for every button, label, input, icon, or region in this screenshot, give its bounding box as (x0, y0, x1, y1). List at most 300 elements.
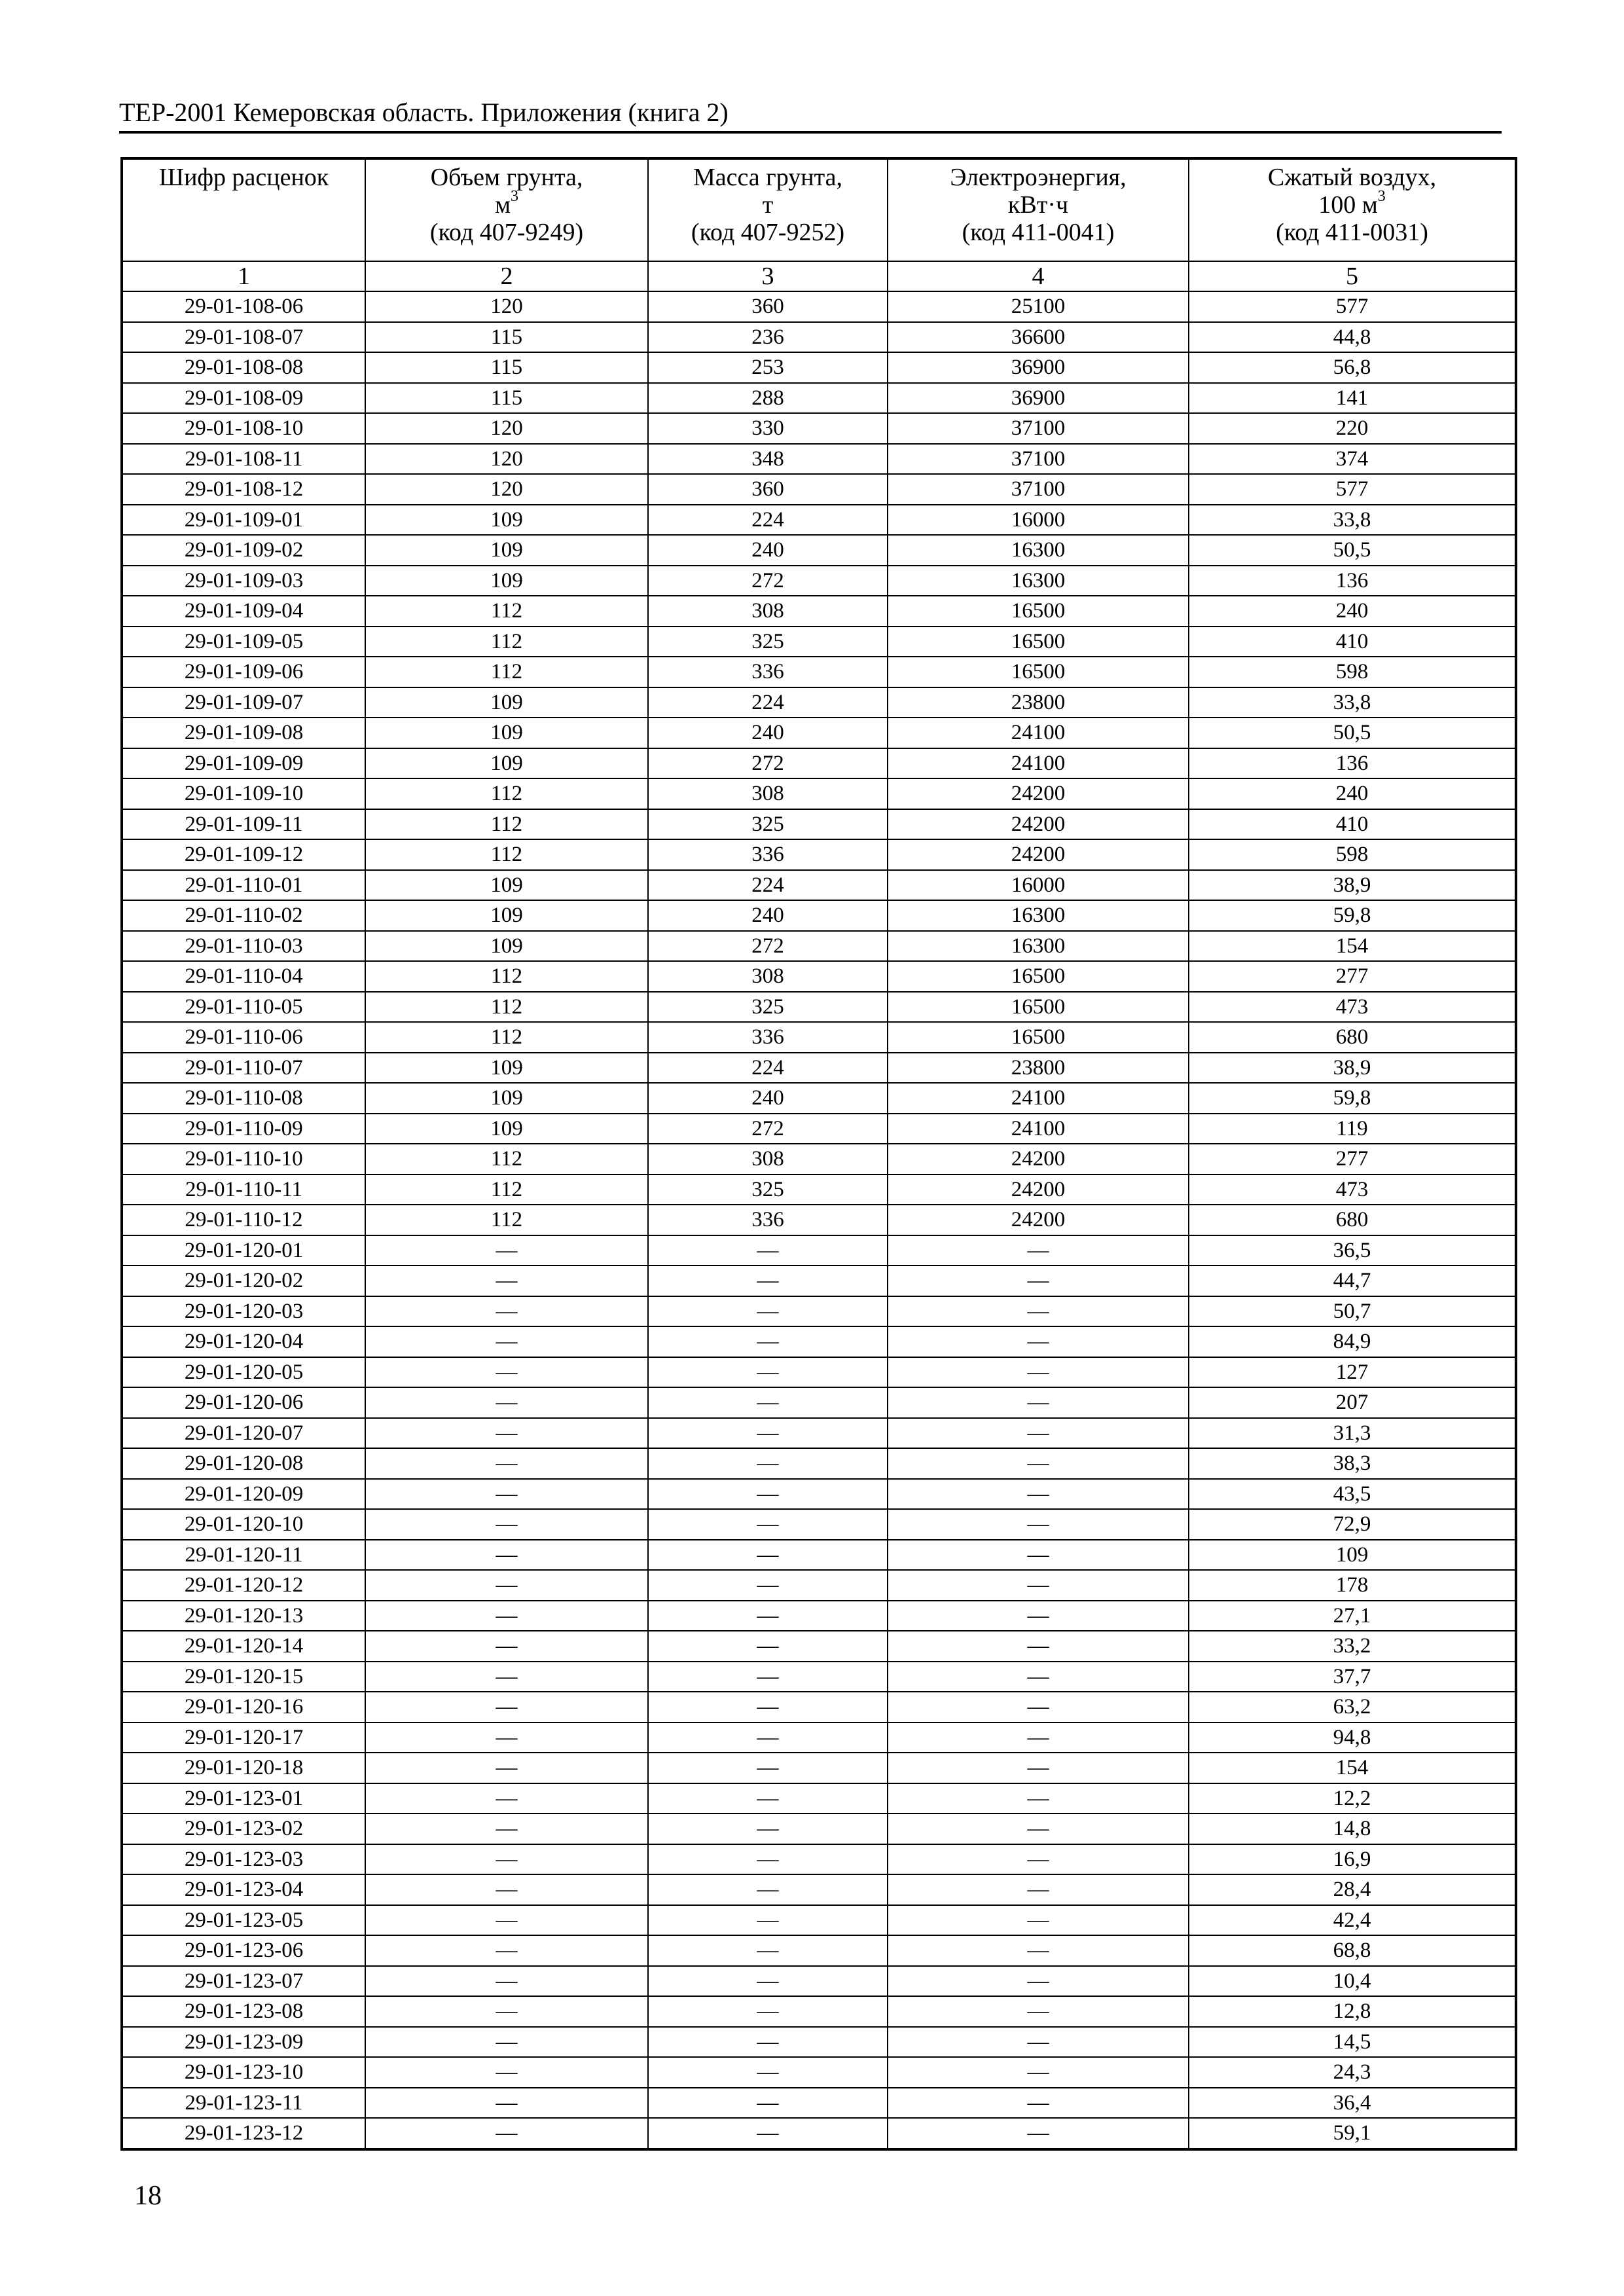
cell-soil-mass: 330 (648, 413, 888, 444)
table-row (122, 352, 1516, 383)
cell-soil-mass: 308 (648, 778, 888, 809)
column-title: Масса грунта, (693, 164, 843, 191)
cell-electricity: 24100 (888, 718, 1189, 748)
cell-compressed-air: 277 (1189, 961, 1516, 992)
cell-electricity: 24200 (888, 809, 1189, 840)
cell-electricity: — (888, 1662, 1189, 1692)
cell-soil-mass: 253 (648, 352, 888, 383)
cell-compressed-air: 38,9 (1189, 870, 1516, 901)
cell-electricity: — (888, 1387, 1189, 1418)
cell-rate-code: 29-01-110-10 (122, 1144, 365, 1175)
cell-soil-volume: — (365, 1783, 648, 1814)
cell-soil-mass: — (648, 1235, 888, 1266)
cell-rate-code: 29-01-108-11 (122, 444, 365, 475)
rates-table (120, 157, 1517, 2151)
cell-soil-mass: — (648, 1692, 888, 1722)
cell-soil-mass: — (648, 1448, 888, 1479)
cell-electricity: — (888, 1844, 1189, 1875)
cell-soil-mass: 288 (648, 383, 888, 414)
table-row (122, 1296, 1516, 1327)
cell-rate-code: 29-01-123-11 (122, 2088, 365, 2119)
cell-rate-code: 29-01-110-07 (122, 1053, 365, 1084)
cell-soil-mass: — (648, 1662, 888, 1692)
cell-soil-mass: — (648, 1266, 888, 1296)
cell-soil-mass: 272 (648, 566, 888, 596)
table-row (122, 474, 1516, 505)
cell-compressed-air: 44,7 (1189, 1266, 1516, 1296)
cell-electricity: 16300 (888, 900, 1189, 931)
table-row (122, 870, 1516, 901)
cell-soil-mass: — (648, 1418, 888, 1449)
table-row (122, 1144, 1516, 1175)
cell-soil-volume: 112 (365, 1175, 648, 1205)
cell-compressed-air: 374 (1189, 444, 1516, 475)
cell-soil-volume: — (365, 1813, 648, 1844)
cell-soil-mass: 348 (648, 444, 888, 475)
cell-soil-mass: 308 (648, 596, 888, 627)
cell-compressed-air: 577 (1189, 291, 1516, 322)
cell-electricity: 23800 (888, 687, 1189, 718)
table-row (122, 1783, 1516, 1814)
cell-soil-mass: — (648, 1479, 888, 1510)
table-row (122, 627, 1516, 657)
cell-rate-code: 29-01-109-04 (122, 596, 365, 627)
cell-electricity: — (888, 2057, 1189, 2088)
table-row (122, 1448, 1516, 1479)
cell-soil-mass: 240 (648, 535, 888, 566)
cell-electricity: 16300 (888, 535, 1189, 566)
cell-electricity: — (888, 1722, 1189, 1753)
cell-soil-mass: 325 (648, 1175, 888, 1205)
cell-compressed-air: 59,1 (1189, 2118, 1516, 2149)
column-header-electricity (888, 158, 1189, 261)
cell-electricity: 23800 (888, 1053, 1189, 1084)
cell-soil-mass: 224 (648, 870, 888, 901)
cell-electricity: — (888, 1966, 1189, 1997)
cell-compressed-air: 63,2 (1189, 1692, 1516, 1722)
cell-electricity: 16500 (888, 1022, 1189, 1053)
cell-compressed-air: 59,8 (1189, 1083, 1516, 1114)
cell-rate-code: 29-01-109-11 (122, 809, 365, 840)
cell-soil-volume: 115 (365, 383, 648, 414)
cell-compressed-air: 38,9 (1189, 1053, 1516, 1084)
cell-soil-volume: — (365, 1996, 648, 2027)
cell-electricity: 16000 (888, 870, 1189, 901)
table-row (122, 931, 1516, 962)
table-row (122, 992, 1516, 1023)
cell-electricity: — (888, 1631, 1189, 1662)
table-row (122, 1266, 1516, 1296)
cell-rate-code: 29-01-110-06 (122, 1022, 365, 1053)
cell-rate-code: 29-01-123-09 (122, 2027, 365, 2058)
cell-electricity: — (888, 1570, 1189, 1601)
cell-soil-mass: — (648, 1296, 888, 1327)
cell-soil-mass: — (648, 1357, 888, 1388)
cell-soil-volume: — (365, 1905, 648, 1936)
cell-electricity: — (888, 1357, 1189, 1388)
cell-compressed-air: 410 (1189, 627, 1516, 657)
cell-compressed-air: 12,8 (1189, 1996, 1516, 2027)
table-row (122, 900, 1516, 931)
cell-rate-code: 29-01-109-03 (122, 566, 365, 596)
cell-electricity: — (888, 1266, 1189, 1296)
cell-compressed-air: 94,8 (1189, 1722, 1516, 1753)
cell-compressed-air: 119 (1189, 1114, 1516, 1144)
cell-rate-code: 29-01-120-16 (122, 1692, 365, 1722)
cell-soil-volume: 115 (365, 322, 648, 353)
cell-electricity: — (888, 1996, 1189, 2027)
table-row (122, 1235, 1516, 1266)
cell-soil-volume: — (365, 1296, 648, 1327)
cell-rate-code: 29-01-108-09 (122, 383, 365, 414)
cell-soil-mass: — (648, 1905, 888, 1936)
table-row (122, 961, 1516, 992)
cell-rate-code: 29-01-108-06 (122, 291, 365, 322)
cell-compressed-air: 50,5 (1189, 718, 1516, 748)
cell-rate-code: 29-01-120-04 (122, 1326, 365, 1357)
table-row (122, 1175, 1516, 1205)
cell-soil-volume: 112 (365, 1205, 648, 1235)
cell-electricity: — (888, 1935, 1189, 1966)
cell-compressed-air: 68,8 (1189, 1935, 1516, 1966)
cell-soil-mass: — (648, 2088, 888, 2119)
column-unit: кВт·ч (1007, 191, 1069, 219)
cell-rate-code: 29-01-123-08 (122, 1996, 365, 2027)
cell-rate-code: 29-01-120-11 (122, 1540, 365, 1571)
cell-soil-volume: 120 (365, 444, 648, 475)
cell-electricity: — (888, 1905, 1189, 1936)
cell-compressed-air: 28,4 (1189, 1874, 1516, 1905)
cell-soil-volume: 112 (365, 809, 648, 840)
cell-rate-code: 29-01-109-10 (122, 778, 365, 809)
cell-rate-code: 29-01-110-09 (122, 1114, 365, 1144)
cell-soil-mass: 360 (648, 474, 888, 505)
cell-compressed-air: 240 (1189, 778, 1516, 809)
cell-rate-code: 29-01-120-01 (122, 1235, 365, 1266)
cell-rate-code: 29-01-109-12 (122, 839, 365, 870)
cell-electricity: — (888, 2118, 1189, 2149)
column-title: Шифр расценок (158, 164, 329, 191)
cell-compressed-air: 44,8 (1189, 322, 1516, 353)
cell-electricity: — (888, 1601, 1189, 1631)
cell-compressed-air: 240 (1189, 596, 1516, 627)
cell-soil-volume: 109 (365, 931, 648, 962)
cell-electricity: 24200 (888, 1175, 1189, 1205)
table-row (122, 1326, 1516, 1357)
table-row (122, 1631, 1516, 1662)
cell-compressed-air: 33,8 (1189, 687, 1516, 718)
table-row (122, 1357, 1516, 1388)
cell-rate-code: 29-01-123-05 (122, 1905, 365, 1936)
cell-soil-volume: 109 (365, 718, 648, 748)
column-code: (код 411-0031) (1276, 219, 1428, 246)
cell-electricity: — (888, 1813, 1189, 1844)
cell-electricity: 16300 (888, 931, 1189, 962)
cell-soil-mass: 336 (648, 1205, 888, 1235)
cell-soil-volume: — (365, 2088, 648, 2119)
cell-soil-mass: — (648, 1570, 888, 1601)
cell-rate-code: 29-01-110-12 (122, 1205, 365, 1235)
table-row (122, 1935, 1516, 1966)
column-header-soil-mass (648, 158, 888, 261)
cell-electricity: — (888, 1692, 1189, 1722)
page-number: 18 (134, 2181, 162, 2211)
cell-rate-code: 29-01-123-02 (122, 1813, 365, 1844)
cell-electricity: — (888, 1479, 1189, 1510)
cell-rate-code: 29-01-120-17 (122, 1722, 365, 1753)
cell-electricity: — (888, 1540, 1189, 1571)
cell-soil-volume: 109 (365, 870, 648, 901)
cell-soil-mass: 360 (648, 291, 888, 322)
cell-soil-volume: — (365, 1874, 648, 1905)
cell-compressed-air: 33,2 (1189, 1631, 1516, 1662)
cell-rate-code: 29-01-109-06 (122, 657, 365, 687)
cell-electricity: — (888, 1296, 1189, 1327)
cell-soil-volume: — (365, 1357, 648, 1388)
cell-rate-code: 29-01-120-02 (122, 1266, 365, 1296)
table-row (122, 1966, 1516, 1997)
cell-soil-mass: — (648, 1631, 888, 1662)
table-row (122, 322, 1516, 353)
cell-compressed-air: 141 (1189, 383, 1516, 414)
cell-compressed-air: 154 (1189, 931, 1516, 962)
cell-compressed-air: 10,4 (1189, 1966, 1516, 1997)
cell-electricity: 36600 (888, 322, 1189, 353)
column-header-soil-volume (365, 158, 648, 261)
cell-soil-volume: 109 (365, 748, 648, 779)
cell-compressed-air: 42,4 (1189, 1905, 1516, 1936)
cell-rate-code: 29-01-120-10 (122, 1509, 365, 1540)
cell-rate-code: 29-01-123-04 (122, 1874, 365, 1905)
cell-rate-code: 29-01-109-02 (122, 535, 365, 566)
cell-soil-mass: 308 (648, 961, 888, 992)
cell-soil-mass: 240 (648, 1083, 888, 1114)
cell-soil-volume: — (365, 1266, 648, 1296)
cell-soil-mass: — (648, 1722, 888, 1753)
table-row (122, 2057, 1516, 2088)
cell-rate-code: 29-01-120-09 (122, 1479, 365, 1510)
column-number: 5 (1189, 261, 1516, 291)
cell-rate-code: 29-01-123-01 (122, 1783, 365, 1814)
cell-soil-mass: 325 (648, 992, 888, 1023)
table-row (122, 535, 1516, 566)
cell-soil-volume: 109 (365, 900, 648, 931)
table-row (122, 2027, 1516, 2058)
cell-soil-volume: 120 (365, 474, 648, 505)
cell-rate-code: 29-01-110-04 (122, 961, 365, 992)
cell-rate-code: 29-01-120-14 (122, 1631, 365, 1662)
cell-soil-volume: 109 (365, 687, 648, 718)
cell-soil-volume: 112 (365, 1022, 648, 1053)
table-row (122, 1418, 1516, 1449)
cell-compressed-air: 473 (1189, 1175, 1516, 1205)
cell-soil-volume: — (365, 1570, 648, 1601)
cell-electricity: 24100 (888, 1114, 1189, 1144)
cell-soil-mass: 240 (648, 900, 888, 931)
cell-compressed-air: 36,4 (1189, 2088, 1516, 2119)
cell-electricity: — (888, 1326, 1189, 1357)
cell-soil-mass: — (648, 2027, 888, 2058)
table-row (122, 566, 1516, 596)
cell-soil-mass: 325 (648, 627, 888, 657)
cell-compressed-air: 50,7 (1189, 1296, 1516, 1327)
cell-electricity: 24100 (888, 1083, 1189, 1114)
cell-electricity: — (888, 1448, 1189, 1479)
cell-rate-code: 29-01-123-10 (122, 2057, 365, 2088)
cell-soil-volume: — (365, 1448, 648, 1479)
cell-soil-mass: — (648, 1966, 888, 1997)
cell-electricity: 24200 (888, 839, 1189, 870)
cell-rate-code: 29-01-109-01 (122, 505, 365, 536)
cell-rate-code: 29-01-108-07 (122, 322, 365, 353)
cell-soil-volume: — (365, 1326, 648, 1357)
cell-soil-mass: — (648, 1326, 888, 1357)
table-row (122, 657, 1516, 687)
cell-soil-volume: — (365, 1540, 648, 1571)
cell-compressed-air: 59,8 (1189, 900, 1516, 931)
column-code: (код 411-0041) (962, 219, 1115, 246)
cell-soil-mass: 336 (648, 657, 888, 687)
cell-rate-code: 29-01-120-13 (122, 1601, 365, 1631)
cell-soil-volume: — (365, 1692, 648, 1722)
table-row (122, 291, 1516, 322)
cell-compressed-air: 43,5 (1189, 1479, 1516, 1510)
column-header-compressed-air (1189, 158, 1516, 261)
cell-soil-volume: — (365, 1966, 648, 1997)
cell-compressed-air: 598 (1189, 657, 1516, 687)
cell-soil-volume: — (365, 2118, 648, 2149)
table-row (122, 1570, 1516, 1601)
table-row (122, 1540, 1516, 1571)
cell-electricity: — (888, 1783, 1189, 1814)
cell-soil-mass: 336 (648, 839, 888, 870)
cell-compressed-air: 12,2 (1189, 1783, 1516, 1814)
cell-compressed-air: 136 (1189, 748, 1516, 779)
cell-electricity: — (888, 1874, 1189, 1905)
cell-rate-code: 29-01-120-05 (122, 1357, 365, 1388)
table-row (122, 748, 1516, 779)
cell-soil-volume: 109 (365, 1053, 648, 1084)
cell-electricity: 36900 (888, 383, 1189, 414)
cell-soil-mass: 308 (648, 1144, 888, 1175)
table-row (122, 1905, 1516, 1936)
cell-soil-volume: 112 (365, 596, 648, 627)
cell-electricity: 24200 (888, 1144, 1189, 1175)
cell-electricity: 16500 (888, 596, 1189, 627)
header-rule (119, 131, 1502, 134)
cell-soil-volume: 112 (365, 961, 648, 992)
cell-electricity: 37100 (888, 444, 1189, 475)
cell-soil-mass: — (648, 1996, 888, 2027)
cell-electricity: 16300 (888, 566, 1189, 596)
cell-rate-code: 29-01-120-08 (122, 1448, 365, 1479)
cell-rate-code: 29-01-108-08 (122, 352, 365, 383)
cell-soil-volume: — (365, 1479, 648, 1510)
table-row (122, 1479, 1516, 1510)
cell-compressed-air: 14,8 (1189, 1813, 1516, 1844)
cell-electricity: — (888, 1753, 1189, 1783)
cell-soil-volume: 112 (365, 1144, 648, 1175)
cell-soil-mass: — (648, 1783, 888, 1814)
cell-rate-code: 29-01-110-05 (122, 992, 365, 1023)
cell-compressed-air: 36,5 (1189, 1235, 1516, 1266)
cell-soil-volume: — (365, 1753, 648, 1783)
cell-soil-volume: — (365, 1601, 648, 1631)
cell-electricity: 24100 (888, 748, 1189, 779)
column-number: 2 (365, 261, 648, 291)
cell-electricity: 24200 (888, 778, 1189, 809)
cell-soil-volume: 120 (365, 413, 648, 444)
running-header: ТЕР-2001 Кемеровская область. Приложения (книга 2) (119, 98, 729, 127)
cell-soil-volume: 109 (365, 1114, 648, 1144)
cell-rate-code: 29-01-123-12 (122, 2118, 365, 2149)
table-row (122, 1053, 1516, 1084)
cell-soil-mass: 240 (648, 718, 888, 748)
cell-soil-volume: 112 (365, 627, 648, 657)
cell-soil-mass: — (648, 1509, 888, 1540)
cell-electricity: — (888, 1235, 1189, 1266)
cell-soil-volume: 109 (365, 535, 648, 566)
cell-soil-volume: 112 (365, 657, 648, 687)
cell-electricity: 37100 (888, 474, 1189, 505)
column-number: 3 (648, 261, 888, 291)
cell-electricity: 16500 (888, 992, 1189, 1023)
cell-soil-volume: 112 (365, 992, 648, 1023)
cell-compressed-air: 16,9 (1189, 1844, 1516, 1875)
table-row (122, 1844, 1516, 1875)
table-body (122, 291, 1516, 2149)
cell-compressed-air: 680 (1189, 1022, 1516, 1053)
cell-rate-code: 29-01-110-11 (122, 1175, 365, 1205)
cell-soil-mass: 224 (648, 505, 888, 536)
table-row (122, 1387, 1516, 1418)
cell-soil-volume: 112 (365, 778, 648, 809)
table-row (122, 383, 1516, 414)
cell-rate-code: 29-01-108-10 (122, 413, 365, 444)
cell-compressed-air: 680 (1189, 1205, 1516, 1235)
cell-rate-code: 29-01-123-06 (122, 1935, 365, 1966)
cell-electricity: 16000 (888, 505, 1189, 536)
cell-rate-code: 29-01-120-12 (122, 1570, 365, 1601)
column-title: Объем грунта, (430, 164, 583, 191)
cell-electricity: — (888, 1509, 1189, 1540)
cell-soil-mass: 325 (648, 809, 888, 840)
cell-rate-code: 29-01-109-07 (122, 687, 365, 718)
column-number: 1 (122, 261, 365, 291)
cell-soil-mass: — (648, 1813, 888, 1844)
table-row (122, 596, 1516, 627)
cell-soil-volume: 109 (365, 566, 648, 596)
cell-rate-code: 29-01-120-06 (122, 1387, 365, 1418)
cell-compressed-air: 14,5 (1189, 2027, 1516, 2058)
cell-soil-volume: — (365, 1631, 648, 1662)
table-row (122, 687, 1516, 718)
cell-rate-code: 29-01-110-02 (122, 900, 365, 931)
cell-compressed-air: 31,3 (1189, 1418, 1516, 1449)
cell-compressed-air: 127 (1189, 1357, 1516, 1388)
cell-compressed-air: 473 (1189, 992, 1516, 1023)
cell-compressed-air: 56,8 (1189, 352, 1516, 383)
column-title: Сжатый воздух, (1267, 164, 1437, 191)
cell-soil-volume: — (365, 2027, 648, 2058)
cell-compressed-air: 109 (1189, 1540, 1516, 1571)
cell-electricity: 37100 (888, 413, 1189, 444)
table-row (122, 413, 1516, 444)
column-code: (код 407-9249) (429, 219, 584, 246)
table-row (122, 1601, 1516, 1631)
column-numbers-row (122, 261, 1516, 291)
cell-rate-code: 29-01-120-15 (122, 1662, 365, 1692)
